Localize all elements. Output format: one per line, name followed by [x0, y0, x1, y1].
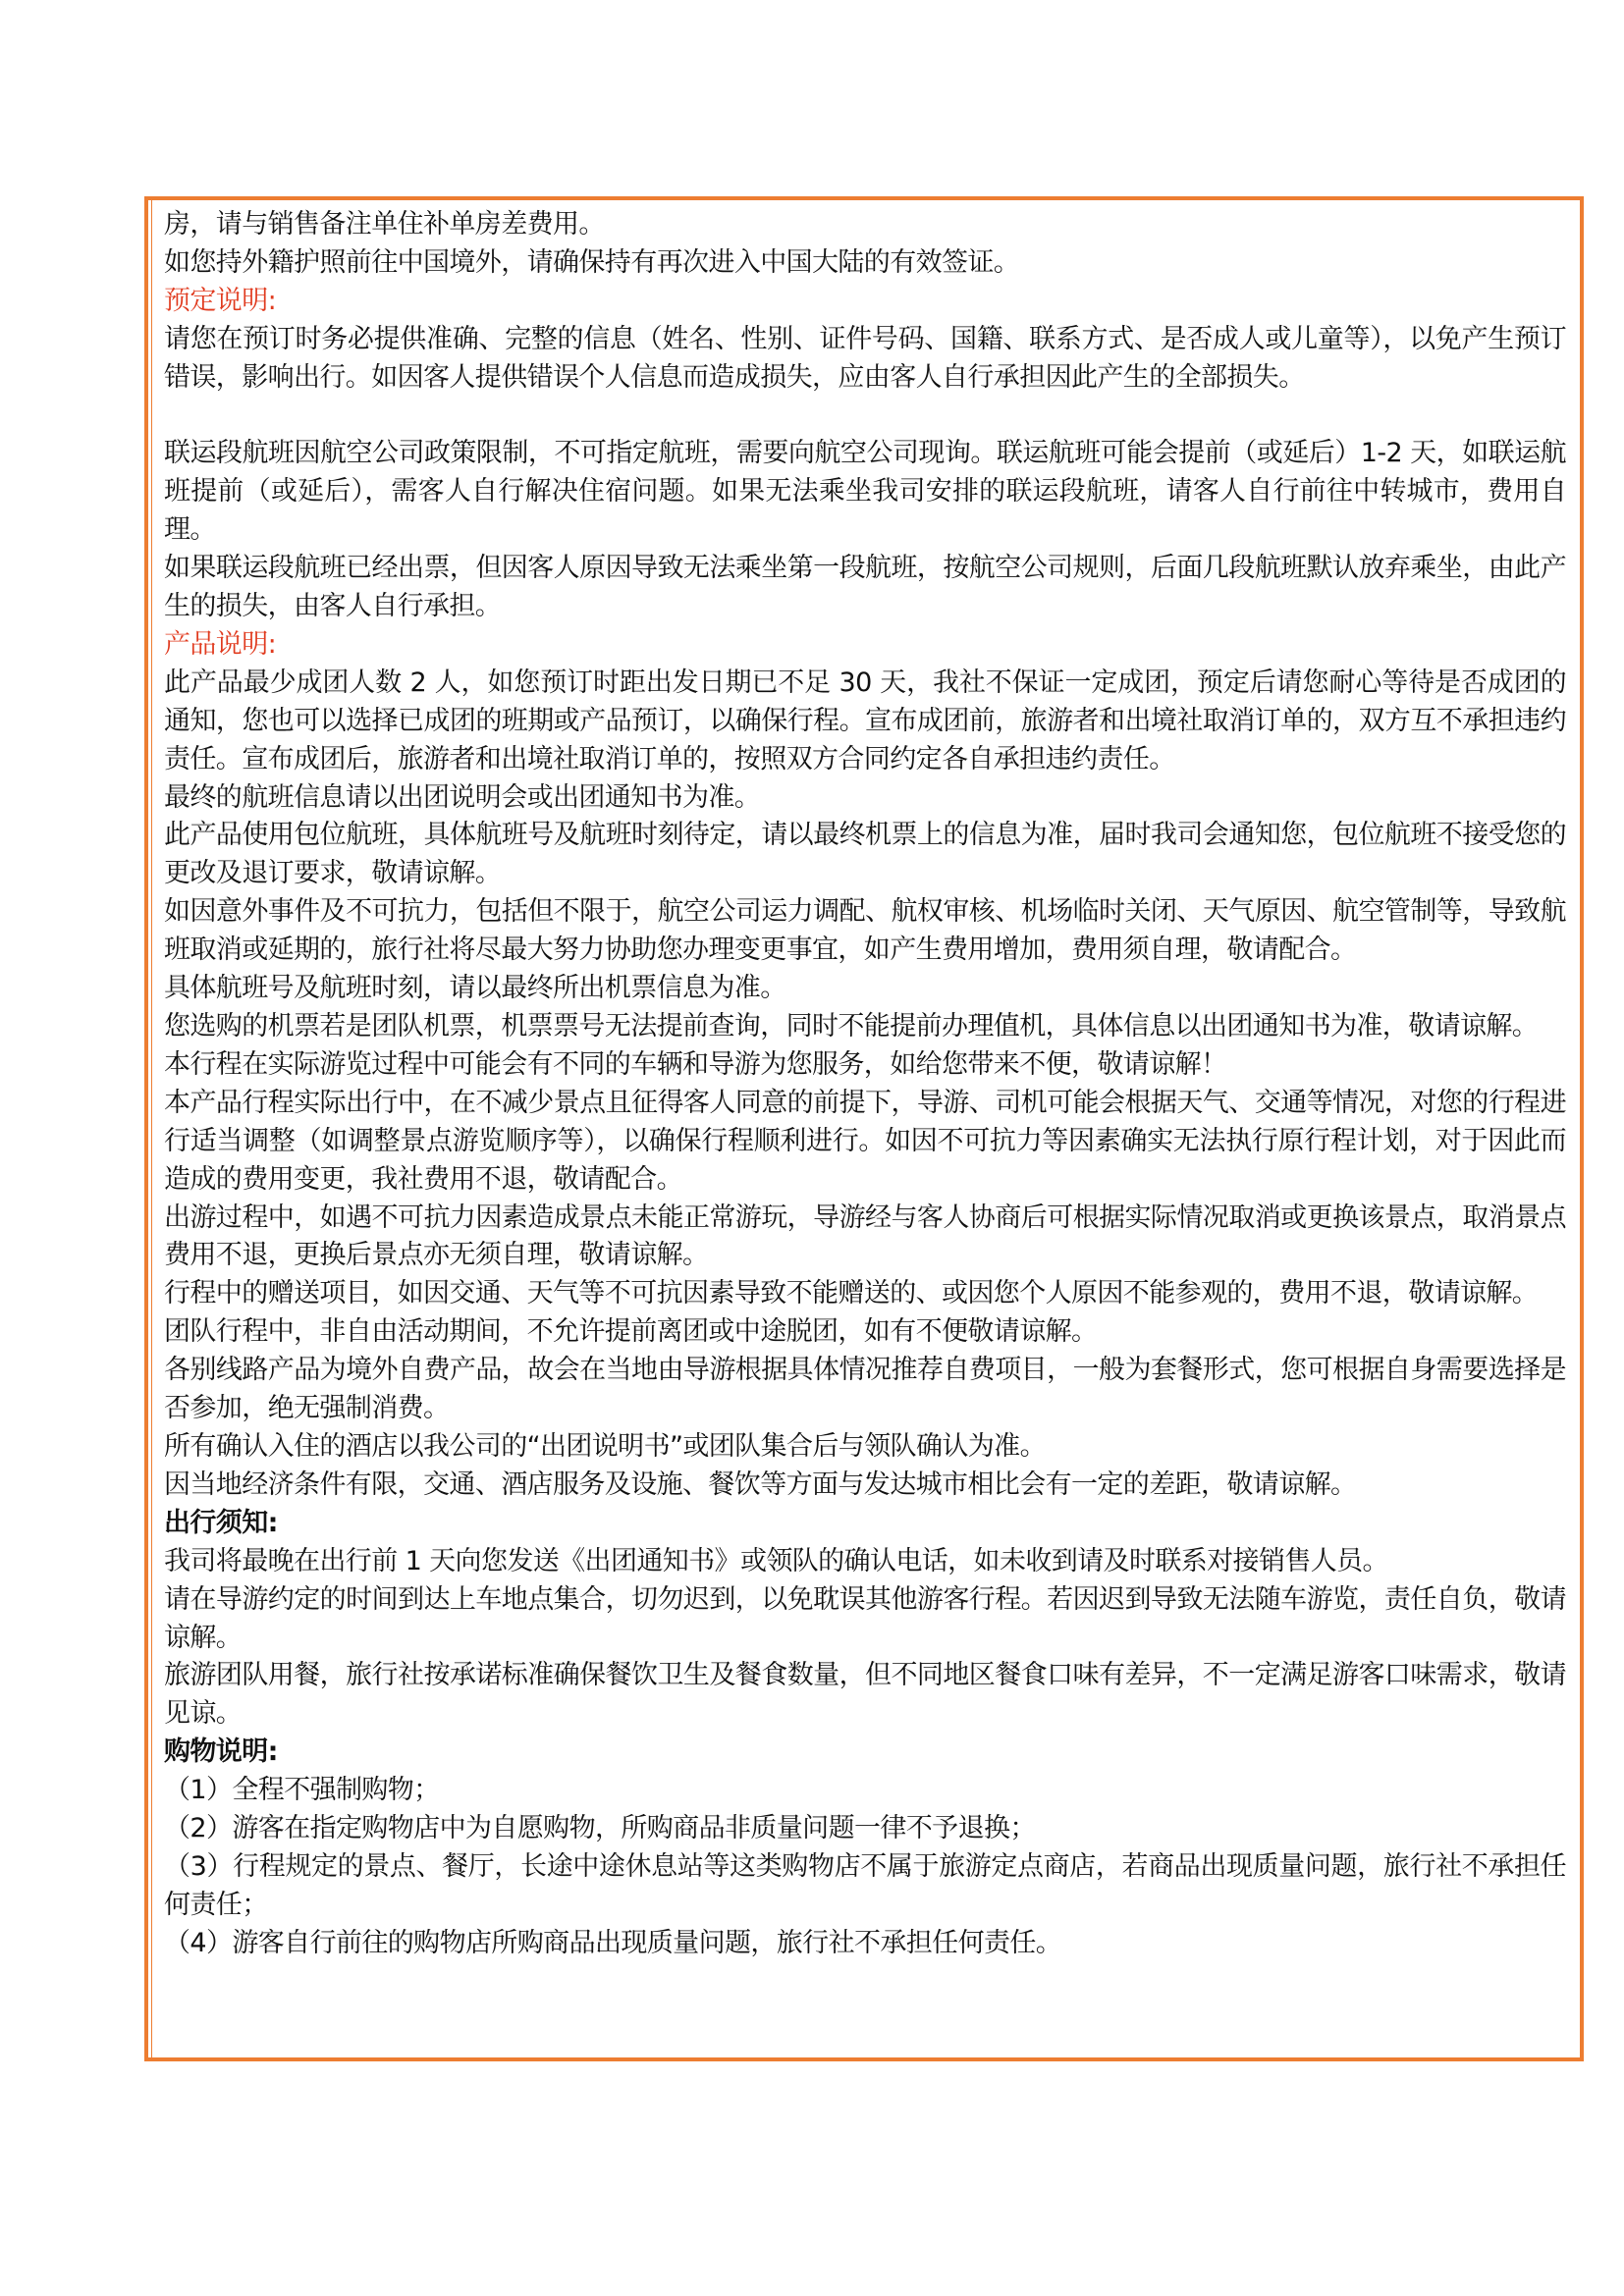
product-paragraph: 此产品最少成团人数 2 人，如您预订时距出发日期已不足 30 天，我社不保证一定成团，预定后请您耐心等待是否成团的通知，您也可以选择已成团的班期或产品预订，以确保行程。宣布成团前，旅游者和出境社取消订单的，双方互不承担违约责任。宣布成团后，旅游者和出境社取消订单的，按照双方合同约定各自承担违约责任。 [164, 667, 1566, 774]
departure-paragraph: 我司将最晚在出行前 1 天向您发送《出团通知书》或领队的确认电话，如未收到请及时联系对接销售人员。 [164, 1545, 1388, 1576]
product-heading: 产品说明: [164, 628, 277, 660]
notice-box [144, 196, 1584, 2061]
shopping-paragraph: （3）行程规定的景点、餐厅，长途中途休息站等这类购物店不属于旅游定点商店，若商品出现质量问题，旅行社不承担任何责任； [164, 1850, 1566, 1920]
shopping-paragraph: （2）游客在指定购物店中为自愿购物，所购商品非质量问题一律不予退换； [164, 1813, 1036, 1844]
product-paragraph: 您选购的机票若是团队机票，机票票号无法提前查询，同时不能提前办理值机，具体信息以出团通知书为准，敬请谅解。 [164, 1011, 1539, 1042]
shopping-paragraph: （4）游客自行前往的购物店所购商品出现质量问题，旅行社不承担任何责任。 [164, 1927, 1062, 1958]
product-paragraph: 所有确认入住的酒店以我公司的“出团说明书”或团队集合后与领队确认为准。 [164, 1430, 1046, 1462]
product-paragraph: 出游过程中，如遇不可抗力因素造成景点未能正常游玩，导游经与客人协商后可根据实际情况取消或更换该景点，取消景点费用不退，更换后景点亦无须自理，敬请谅解。 [164, 1201, 1566, 1271]
booking-heading: 预定说明: [164, 285, 277, 316]
product-paragraph: 本产品行程实际出行中，在不减少景点且征得客人同意的前提下，导游、司机可能会根据天气、交通等情况，对您的行程进行适当调整（如调整景点游览顺序等），以确保行程顺利进行。如因不可抗力等因素确实无法执行原行程计划，对于因此而造成的费用变更，我社费用不退，敬请配合。 [164, 1087, 1566, 1195]
booking-paragraph: 请您在预订时务必提供准确、完整的信息（姓名、性别、证件号码、国籍、联系方式、是否成人或儿童等），以免产生预订错误，影响出行。如因客人提供错误个人信息而造成损失，应由客人自行承担因此产生的全部损失。 [164, 323, 1566, 393]
departure-paragraph: 请在导游约定的时间到达上车地点集合，切勿迟到，以免耽误其他游客行程。若因迟到导致无法随车游览，责任自负，敬请谅解。 [164, 1583, 1566, 1653]
intro-paragraph: 房，请与销售备注单住补单房差费用。 [164, 209, 605, 240]
booking-paragraph: 如果联运段航班已经出票，但因客人原因导致无法乘坐第一段航班，按航空公司规则，后面几段航班默认放弃乘坐，由此产生的损失，由客人自行承担。 [164, 553, 1566, 622]
shopping-paragraph: （1）全程不强制购物； [164, 1775, 440, 1806]
product-paragraph: 如因意外事件及不可抗力，包括但不限于，航空公司运力调配、航权审核、机场临时关闭、天气原因、航空管制等，导致航班取消或延期的，旅行社将尽最大努力协助您办理变更事宜，如产生费用增加，费用须自理，敬请配合。 [164, 896, 1566, 966]
product-paragraph: 团队行程中，非自由活动期间，不允许提前离团或中途脱团，如有不便敬请谅解。 [164, 1316, 1098, 1348]
product-paragraph: 本行程在实际游览过程中可能会有不同的车辆和导游为您服务，如给您带来不便，敬请谅解！ [164, 1048, 1227, 1080]
booking-paragraph: 联运段航班因航空公司政策限制，不可指定航班，需要向航空公司现询。联运航班可能会提前（或延后）1-2 天，如联运航班提前（或延后），需客人自行解决住宿问题。如果无法乘坐我司安排的联运段航班，请客人自行前往中转城市，费用自理。 [164, 438, 1566, 546]
intro-paragraph: 如您持外籍护照前往中国境外，请确保持有再次进入中国大陆的有效签证。 [164, 246, 1020, 278]
product-paragraph: 此产品使用包位航班，具体航班号及航班时刻待定，请以最终机票上的信息为准，届时我司会通知您，包位航班不接受您的更改及退订要求，敬请谅解。 [164, 820, 1566, 889]
shopping-heading: 购物说明: [164, 1736, 278, 1768]
border-line [151, 200, 152, 2057]
product-paragraph: 具体航班号及航班时刻，请以最终所出机票信息为准。 [164, 973, 786, 1004]
product-paragraph: 各别线路产品为境外自费产品，故会在当地由导游根据具体情况推荐自费项目，一般为套餐形式，您可根据自身需要选择是否参加，绝无强制消费。 [164, 1355, 1566, 1424]
product-paragraph: 因当地经济条件有限，交通、酒店服务及设施、餐饮等方面与发达城市相比会有一定的差距，敬请谅解。 [164, 1468, 1357, 1500]
notice-content [164, 206, 1566, 1963]
departure-heading: 出行须知: [164, 1507, 278, 1538]
product-paragraph: 最终的航班信息请以出团说明会或出团通知书为准。 [164, 781, 761, 813]
product-paragraph: 行程中的赠送项目，如因交通、天气等不可抗因素导致不能赠送的、或因您个人原因不能参观的，费用不退，敬请谅解。 [164, 1278, 1539, 1309]
departure-paragraph: 旅游团队用餐，旅行社按承诺标准确保餐饮卫生及餐食数量，但不同地区餐食口味有差异，不一定满足游客口味需求，敬请见谅。 [164, 1660, 1566, 1730]
blank-line [164, 398, 1566, 436]
